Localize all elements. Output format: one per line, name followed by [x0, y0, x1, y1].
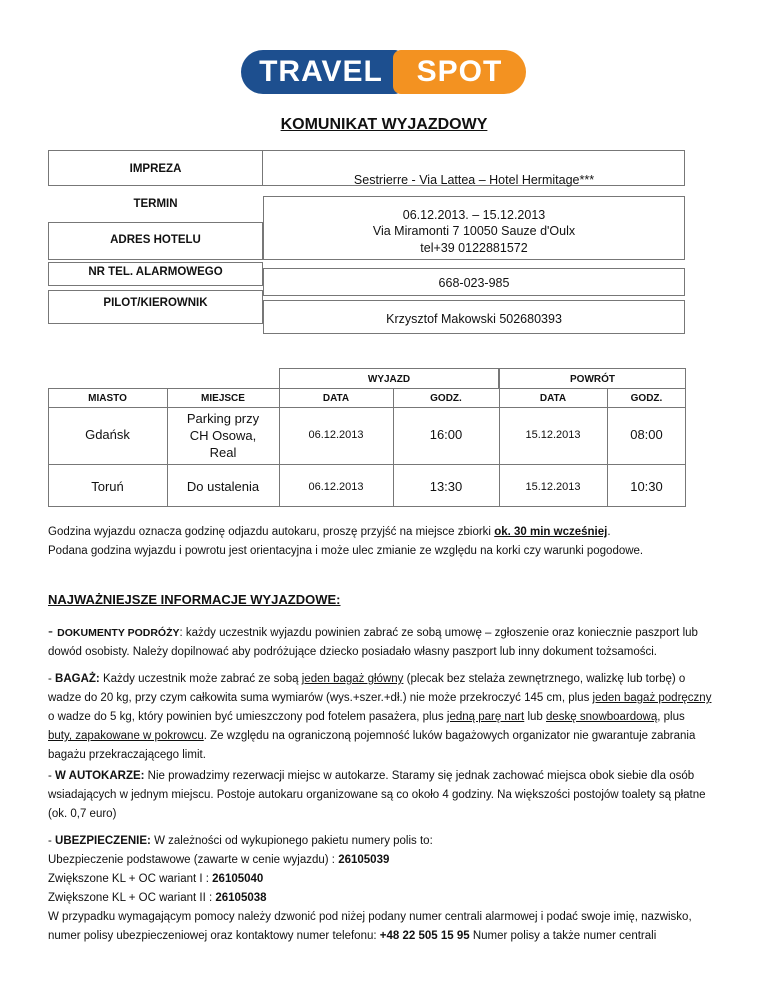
bagaz-underlined: jeden bagaż podręczny [592, 692, 712, 704]
bagaz-text: , plus [657, 711, 685, 723]
logo-travel-text: TRAVEL [241, 50, 401, 94]
col-header-godz-wyjazd: GODZ. [430, 393, 462, 404]
ubezpieczenie-text: numer polisy ubezpieczeniowej oraz kontaktowy numer telefonu: [48, 930, 380, 942]
autokar-text: Nie prowadzimy rezerwacji miejsc w autokarze. Staramy się jednak zachować miejsca obok siebie dla osób [144, 770, 695, 782]
bagaz-text: wadze do 20 kg, przy czym całkowita suma wymiarów (wys.+szer.+dł.) nie może przekroczyć 145 cm, plus [48, 692, 593, 704]
logo-spot-text: SPOT [393, 50, 526, 94]
paragraph-dokumenty [48, 622, 728, 662]
bullet-dash: - [48, 770, 56, 782]
note-text: Godzina wyjazdu oznacza godzinę odjazdu autokaru, proszę przyjść na miejsce zbiorki [48, 526, 495, 538]
bagaz-text: lub [524, 711, 547, 723]
cell-godz-powrot: 08:00 [630, 427, 663, 442]
autokar-text: wsiadających w jednym miejscu. Postoje autokaru organizowane są co około 4 godziny. Na większości postojów toalety są płatne [48, 789, 706, 801]
alarm-value: 668-023-985 [438, 276, 510, 290]
col-header-godz-powrot: GODZ. [630, 393, 663, 404]
termin-label: TERMIN [133, 198, 178, 210]
cell-data-powrot: 15.12.2013 [525, 429, 581, 441]
dokumenty-text: dowód osobisty. Należy dopilnować aby podróżujące dziecko posiadało własny paszport lub inny dokument tożsamości. [48, 646, 657, 658]
cell-miejsce [167, 410, 279, 461]
bagaz-text: bagażu przekraczającego limit. [48, 749, 206, 761]
autokar-text: (ok. 0,7 euro) [48, 808, 117, 820]
travelspot-logo [241, 50, 526, 94]
cell-data-wyjazd: 06.12.2013 [308, 429, 364, 441]
bagaz-text: . Ze względu na ograniczoną pojemność luków bagażowych organizator nie gwarantuje zabrania [203, 730, 696, 742]
ubezpieczenie-text: W zależności od wykupionego pakietu numery polis to: [150, 835, 433, 847]
bagaz-label: BAGAŻ: [55, 673, 100, 685]
bullet-dash: - [48, 623, 58, 640]
paragraph-autokar [48, 767, 728, 824]
document-title: KOMUNIKAT WYJAZDOWY [280, 116, 488, 133]
departure-note-2: Podana godzina wyjazdu i powrotu jest orientacyjna i może ulec zmianie ze względu na korki czy warunki pogodowe. [48, 545, 644, 557]
col-header-miasto: MIASTO [88, 393, 127, 404]
section-title: NAJWAŻNIEJSZE INFORMACJE WYJAZDOWE: [48, 592, 341, 607]
adres-label: ADRES HOTELU [110, 234, 201, 246]
policy-label: Zwiększone KL + OC wariant II : [48, 892, 216, 904]
pilot-label: PILOT/KIEROWNIK [103, 297, 208, 309]
departure-note-1 [48, 523, 611, 542]
powrot-group-header: POWRÓT [570, 374, 615, 385]
policy-label: Ubezpieczenie podstawowe (zawarte w cenie wyjazdu) : [48, 854, 339, 866]
bagaz-text: (plecak bez stelaża zewnętrznego, walizkę lub torbę) o [403, 673, 686, 685]
note-text: . [607, 526, 611, 538]
cell-godz-powrot: 10:30 [630, 479, 663, 494]
note-emphasis: ok. 30 min wcześniej [494, 526, 608, 538]
impreza-value: Sestrierre - Via Lattea – Hotel Hermitage*** [353, 173, 595, 187]
col-header-data-powrot: DATA [539, 393, 567, 404]
impreza-label: IMPREZA [129, 163, 182, 175]
policy-number: 26105038 [215, 892, 267, 904]
bagaz-underlined: jedną parę nart [446, 711, 525, 723]
dokumenty-label: DOKUMENTY PODRÓŻY [57, 627, 180, 639]
cell-miejsce-line: Real [209, 445, 237, 460]
cell-miejsce-line: Parking przy [186, 411, 260, 426]
bagaz-text: Każdy uczestnik może zabrać ze sobą [99, 673, 302, 685]
bullet-dash: - [48, 835, 56, 847]
policy-number: 26105040 [212, 873, 264, 885]
cell-miasto: Gdańsk [85, 427, 130, 442]
dokumenty-text: : każdy uczestnik wyjazdu powinien zabrać ze sobą umowę – zgłoszenie oraz koniecznie paszport lub [179, 627, 698, 639]
wyjazd-group-header: WYJAZD [367, 374, 411, 385]
ubezpieczenie-text: Numer polisy a także numer centrali [469, 930, 657, 942]
pilot-value: Krzysztof Makowski 502680393 [386, 312, 562, 326]
termin-value: 06.12.2013. – 15.12.2013 [402, 208, 546, 222]
paragraph-bagaz [48, 670, 728, 765]
cell-data-powrot: 15.12.2013 [525, 481, 581, 493]
cell-miasto: Toruń [91, 479, 124, 494]
cell-data-wyjazd: 06.12.2013 [308, 481, 364, 493]
col-header-data-wyjazd: DATA [322, 393, 350, 404]
policy-label: Zwiększone KL + OC wariant I : [48, 873, 213, 885]
cell-miejsce-line: CH Osowa, [189, 428, 257, 443]
alarm-label: NR TEL. ALARMOWEGO [88, 266, 223, 278]
adres-line-2: tel+39 0122881572 [420, 241, 528, 255]
bagaz-underlined: deskę snowboardową [546, 711, 658, 723]
adres-line-1: Via Miramonti 7 10050 Sauze d'Oulx [372, 224, 576, 238]
bagaz-text: o wadze do 5 kg, który powinien być umieszczony pod fotelem pasażera, plus [48, 711, 447, 723]
ubezpieczenie-text: W przypadku wymagającym pomocy należy dzwonić pod niżej podany numer centrali alarmowej i podać swoje imię, nazwisko, [48, 911, 692, 923]
cell-godz-wyjazd: 16:00 [429, 427, 463, 442]
bagaz-underlined: buty, zapakowane w pokrowcu [48, 730, 204, 742]
cell-miejsce: Do ustalenia [186, 479, 260, 494]
col-header-miejsce: MIEJSCE [201, 393, 245, 404]
policy-number: 26105039 [338, 854, 390, 866]
bullet-dash: - [48, 673, 56, 685]
bagaz-underlined: jeden bagaż główny [301, 673, 404, 685]
ubezpieczenie-label: UBEZPIECZENIE: [55, 835, 151, 847]
alarm-phone-number: +48 22 505 15 95 [379, 930, 470, 942]
paragraph-ubezpieczenie [48, 832, 728, 946]
cell-godz-wyjazd: 13:30 [429, 479, 463, 494]
autokar-label: W AUTOKARZE: [55, 770, 145, 782]
